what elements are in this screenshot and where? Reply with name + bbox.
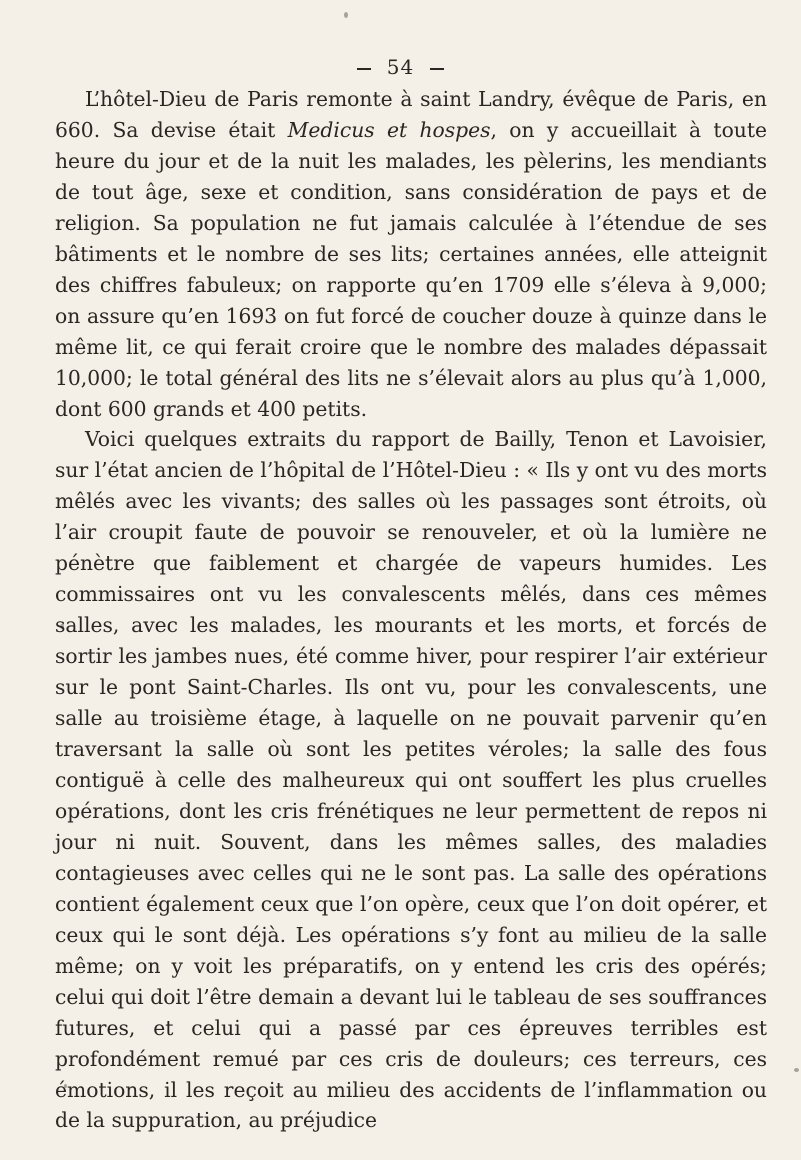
ink-speck bbox=[344, 12, 348, 18]
page-number: 54 bbox=[386, 55, 415, 79]
ink-speck bbox=[794, 1068, 799, 1072]
paragraph-text: L’hôtel-Dieu de Paris remonte à saint Landry, évêque de Paris, en 660. Sa devise était bbox=[55, 87, 767, 142]
latin-motto: Medicus et hospes bbox=[287, 117, 491, 142]
paragraph-text: , on y accueillait à toute heure du jour et de la nuit les malades, les pèlerins, les mendiants de tout âge, sexe et condition, sans considération de pays et de religion. Sa population ne fut jamais calculée à l’étendue de ses bâtiments et le nombre de ses lits; certaines années, elle atteignit des chiffres fabuleux; on rapporte qu’en 1709 elle s’éleva à 9,000; on assure qu’en 1693 on fut forcé de coucher douze à quinze dans le même lit, ce qui ferait croire que le nombre des malades dépassait 10,000; le total général des lits ne s’élevait alors au plus qu’à 1,000, dont 600 grands et 400 petits. bbox=[55, 117, 768, 421]
paragraph-report-extracts: Voici quelques extraits du rapport de Bailly, Tenon et Lavoisier, sur l’état ancien de l’hôpital de l’Hôtel-Dieu : « Ils y ont vu des morts mêlés avec les vivants; des salles où les passages sont étroits, où l’air croupit faute de pouvoir se renouveler, et où la lumière ne pénètre que faiblement et chargée de vapeurs humides. Les commissaires ont vu les convalescents mêlés, dans ces mêmes salles, avec les malades, les mourants et les morts, et forcés de sortir les jambes nues, été comme hiver, pour respirer l’air extérieur sur le pont Saint-Charles. Ils ont vu, pour les convalescents, une salle au troisième étage, à laquelle on ne pouvait parvenir qu’en traversant la salle où sont les petites véroles; la salle des fous contiguë à celle des malheureux qui ont souffert les plus cruelles opérations, dont les cris frénétiques ne leur permettent de repos ni jour ni nuit. Souvent, dans les mêmes salles, des maladies contagieuses avec celles qui ne le sont pas. La salle des opérations contient également ceux que l’on opère, ceux que l’on doit opérer, et ceux qui le sont déjà. Les opérations s’y font au milieu de la salle même; on y voit les préparatifs, on y entend les cris des opérés; celui qui doit l’être demain a devant lui le tableau de ses souffrances futures, et celui qui a passé par ces épreuves terribles est profondément remué par ces cris de douleurs; ces terreurs, ces émotions, il les reçoit au milieu des accidents de l’inflammation ou de la suppuration, au préjudice bbox=[55, 427, 767, 1133]
page-header bbox=[0, 55, 801, 79]
header-dash-left bbox=[357, 68, 371, 70]
body-text bbox=[55, 84, 767, 1136]
paragraph-hotel-dieu-history bbox=[55, 84, 767, 424]
header-dash-right bbox=[430, 68, 444, 70]
